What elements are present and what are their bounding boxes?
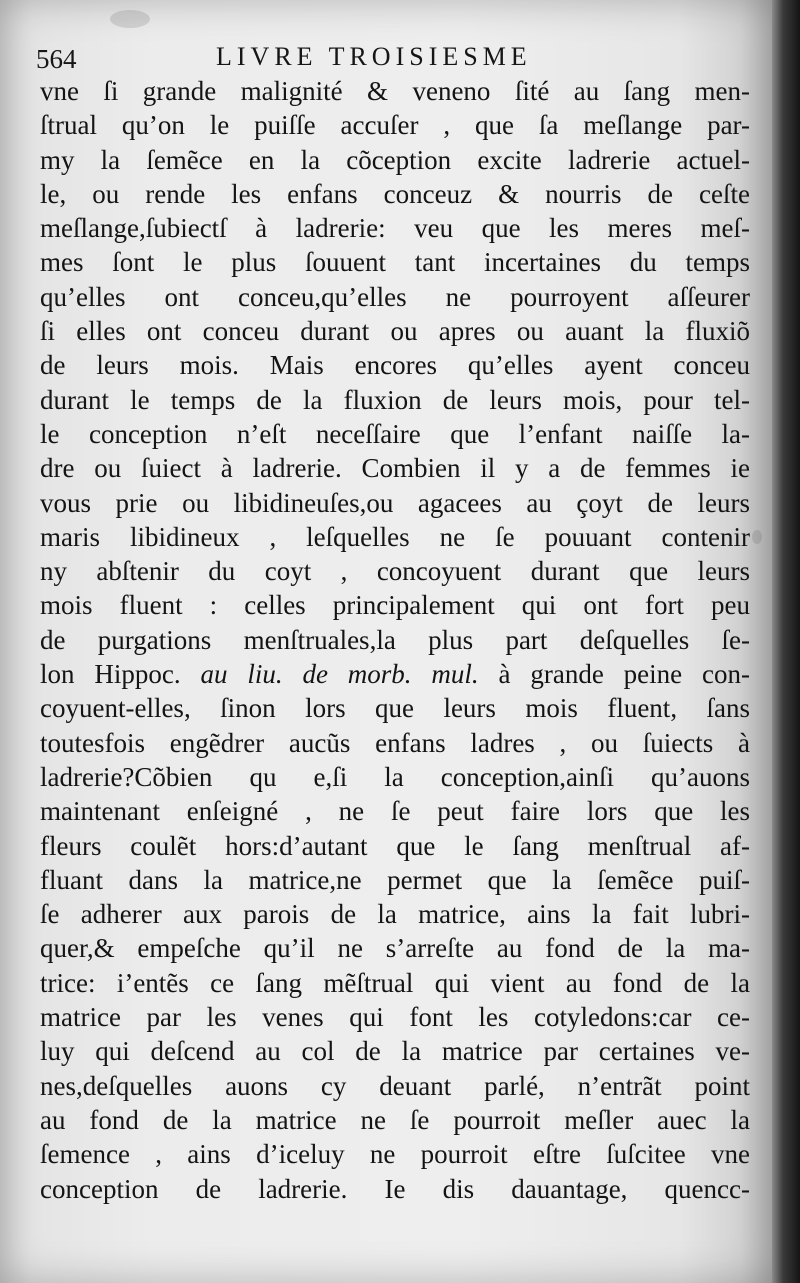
text-line: conception de ladrerie. Ie dis dauantage, quencc-: [40, 1173, 750, 1204]
text-line: ſe adherer aux parois de la matrice, ains la fait lubri-: [40, 899, 750, 930]
text-line: vous prie ou libidineuſes,ou agacees au çoyt de leurs: [40, 487, 750, 518]
text-line: au fond de la matrice ne ſe pourroit meſler auec la: [40, 1104, 750, 1135]
text-line: matrice par les venes qui font les cotyledons:car ce-: [40, 1002, 750, 1033]
text-line: qu’elles ont conceu,qu’elles ne pourroyent aſſeurer: [40, 281, 750, 312]
text-line: mes ſont le plus ſouuent tant incertaines du temps: [40, 247, 750, 278]
text-line: maintenant enſeigné , ne ſe peut faire lors que les: [40, 796, 750, 827]
text-line: ſemence , ains d’iceluy ne pourroit eſtre ſuſcitee vne: [40, 1139, 750, 1170]
text-line: vne ſi grande malignité & veneno ſité au ſang men-: [40, 76, 750, 106]
text-line: ſtrual qu’on le puiſſe accuſer , que ſa meſlange par-: [40, 110, 750, 141]
text-line: le, ou rende les enfans conceuz & nourris de ceſte: [40, 178, 750, 209]
text-line: de purgations menſtruales,la plus part deſquelles ſe-: [40, 624, 750, 655]
text-line: quer,& empeſche qu’il ne s’arreſte au fond de la ma-: [40, 933, 750, 964]
text-line: nes,deſquelles auons cy deuant parlé, n’entrãt point: [40, 1070, 750, 1101]
text-line: fluant dans la matrice,ne permet que la ſemẽce puiſ-: [40, 864, 750, 895]
text-line: luy qui deſcend au col de la matrice par certaines ve-: [40, 1036, 750, 1067]
paper-stain: [752, 530, 762, 544]
text-line: trice: i’entẽs ce ſang mẽſtrual qui vient au fond de la: [40, 967, 750, 998]
text-line: maris libidineux , leſquelles ne ſe pouuant contenir: [40, 521, 750, 552]
text-line: ladrerie?Cõbien qu e,ſi la conception,ainſi qu’auons: [40, 761, 750, 792]
text-line: coyuent-elles, ſinon lors que leurs mois fluent, ſans: [40, 693, 750, 724]
text-line: durant le temps de la fluxion de leurs mois, pour tel-: [40, 384, 750, 415]
body-text: [40, 74, 750, 1206]
text-line: mois fluent : celles principalement qui ont fort peu: [40, 590, 750, 621]
text-line: fleurs coulẽt hors:d’autant que le ſang menſtrual af-: [40, 830, 750, 861]
text-line: de leurs mois. Mais encores qu’elles ayent conceu: [40, 350, 750, 381]
text-line: toutesfois engẽdrer aucũs enfans ladres , ou ſuiects à: [40, 727, 750, 758]
text-line: dre ou ſuiect à ladrerie. Combien il y a de femmes ie: [40, 453, 750, 484]
page-number: 564: [36, 44, 77, 74]
book-gutter-edge: [772, 0, 800, 1283]
paper-stain: [110, 10, 150, 28]
italic-reference: au liu. de morb. mul.: [200, 659, 479, 690]
text-line: my la ſemẽce en la cõception excite ladrerie actuel-: [40, 144, 750, 175]
text-line: lon Hippoc. au liu. de morb. mul. à grande peine con-: [40, 659, 750, 690]
text-line: le conception n’eſt neceſſaire que l’enfant naiſſe la-: [40, 418, 750, 449]
text-line: meſlange,ſubiectſ à ladrerie: veu que les meres meſ-: [40, 213, 750, 244]
text-line: ny abſtenir du coyt , concoyuent durant que leurs: [40, 556, 750, 587]
text-line: ſi elles ont conceu durant ou apres ou auant la fluxiõ: [40, 316, 750, 347]
running-head: LIVRE TROISIESME: [216, 42, 532, 71]
